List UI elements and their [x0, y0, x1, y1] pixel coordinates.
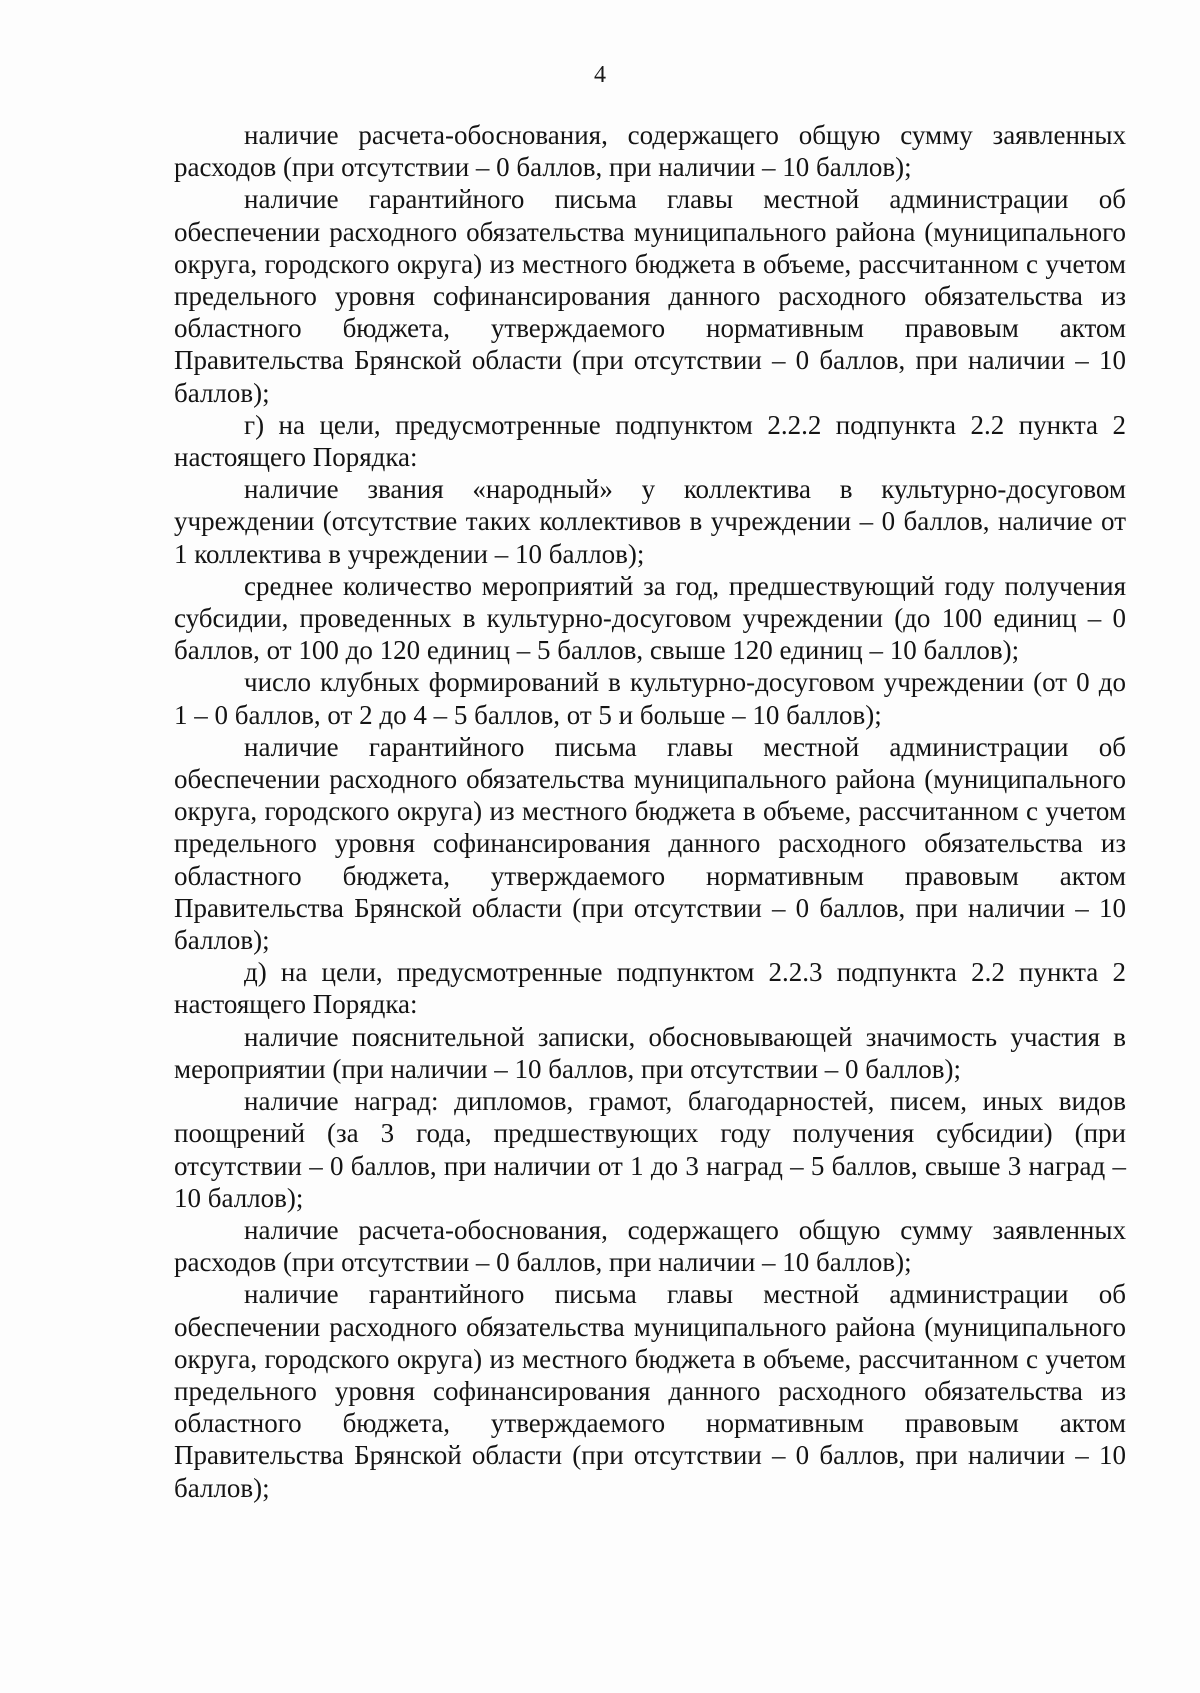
- paragraph: наличие наград: дипломов, грамот, благодарностей, писем, иных видов поощрений (за 3 года, предшествующих году получения субсидии) (при отсутствии – 0 баллов, при наличии от 1 до 3 наград – 5 баллов, свыше 3 наград – 10 баллов);: [174, 1086, 1126, 1213]
- paragraph: наличие расчета-обоснования, содержащего общую сумму заявленных расходов (при отсутствии – 0 баллов, при наличии – 10 баллов);: [174, 120, 1126, 183]
- paragraph: г) на цели, предусмотренные подпунктом 2.2.2 подпункта 2.2 пункта 2 настоящего Порядка:: [174, 409, 1126, 473]
- paragraph: наличие гарантийного письма главы местной администрации об обеспечении расходного обязательства муниципального района (муниципального округа, городского округа) из местного бюджета в объеме, рассчитанном с учетом предельного уровня софинансирования данного расходного обязательства из областного бюджета, утверждаемого нормативным правовым актом Правительства Брянской области (при отсутствии – 0 баллов, при наличии – 10 баллов);: [174, 184, 1126, 408]
- paragraph: наличие гарантийного письма главы местной администрации об обеспечении расходного обязательства муниципального района (муниципального округа, городского округа) из местного бюджета в объеме, рассчитанном с учетом предельного уровня софинансирования данного расходного обязательства из областного бюджета, утверждаемого нормативным правовым актом Правительства Брянской области (при отсутствии – 0 баллов, при наличии – 10 баллов);: [174, 731, 1126, 956]
- page-number: 4: [594, 62, 606, 88]
- paragraph: число клубных формирований в культурно-досуговом учреждении (от 0 до 1 – 0 баллов, от 2 до 4 – 5 баллов, от 5 и больше – 10 баллов);: [174, 667, 1126, 730]
- paragraph: наличие расчета-обоснования, содержащего общую сумму заявленных расходов (при отсутствии – 0 баллов, при наличии – 10 баллов);: [174, 1214, 1126, 1278]
- paragraph: наличие пояснительной записки, обосновывающей значимость участия в мероприятии (при наличии – 10 баллов, при отсутствии – 0 баллов);: [174, 1021, 1126, 1084]
- paragraph: наличие гарантийного письма главы местной администрации об обеспечении расходного обязательства муниципального района (муниципального округа, городского округа) из местного бюджета в объеме, рассчитанном с учетом предельного уровня софинансирования данного расходного обязательства из областного бюджета, утверждаемого нормативным правовым актом Правительства Брянской области (при отсутствии – 0 баллов, при наличии – 10 баллов);: [174, 1279, 1126, 1503]
- paragraph: среднее количество мероприятий за год, предшествующий году получения субсидии, проведенных в культурно-досуговом учреждении (до 100 единиц – 0 баллов, от 100 до 120 единиц – 5 баллов, свыше 120 единиц – 10 баллов);: [174, 570, 1126, 666]
- paragraph: наличие звания «народный» у коллектива в культурно-досуговом учреждении (отсутствие таких коллективов в учреждении – 0 баллов, наличие от 1 коллектива в учреждении – 10 баллов);: [174, 474, 1126, 569]
- document-body: [174, 119, 1126, 1504]
- paragraph: д) на цели, предусмотренные подпунктом 2.2.3 подпункта 2.2 пункта 2 настоящего Порядка:: [174, 957, 1126, 1020]
